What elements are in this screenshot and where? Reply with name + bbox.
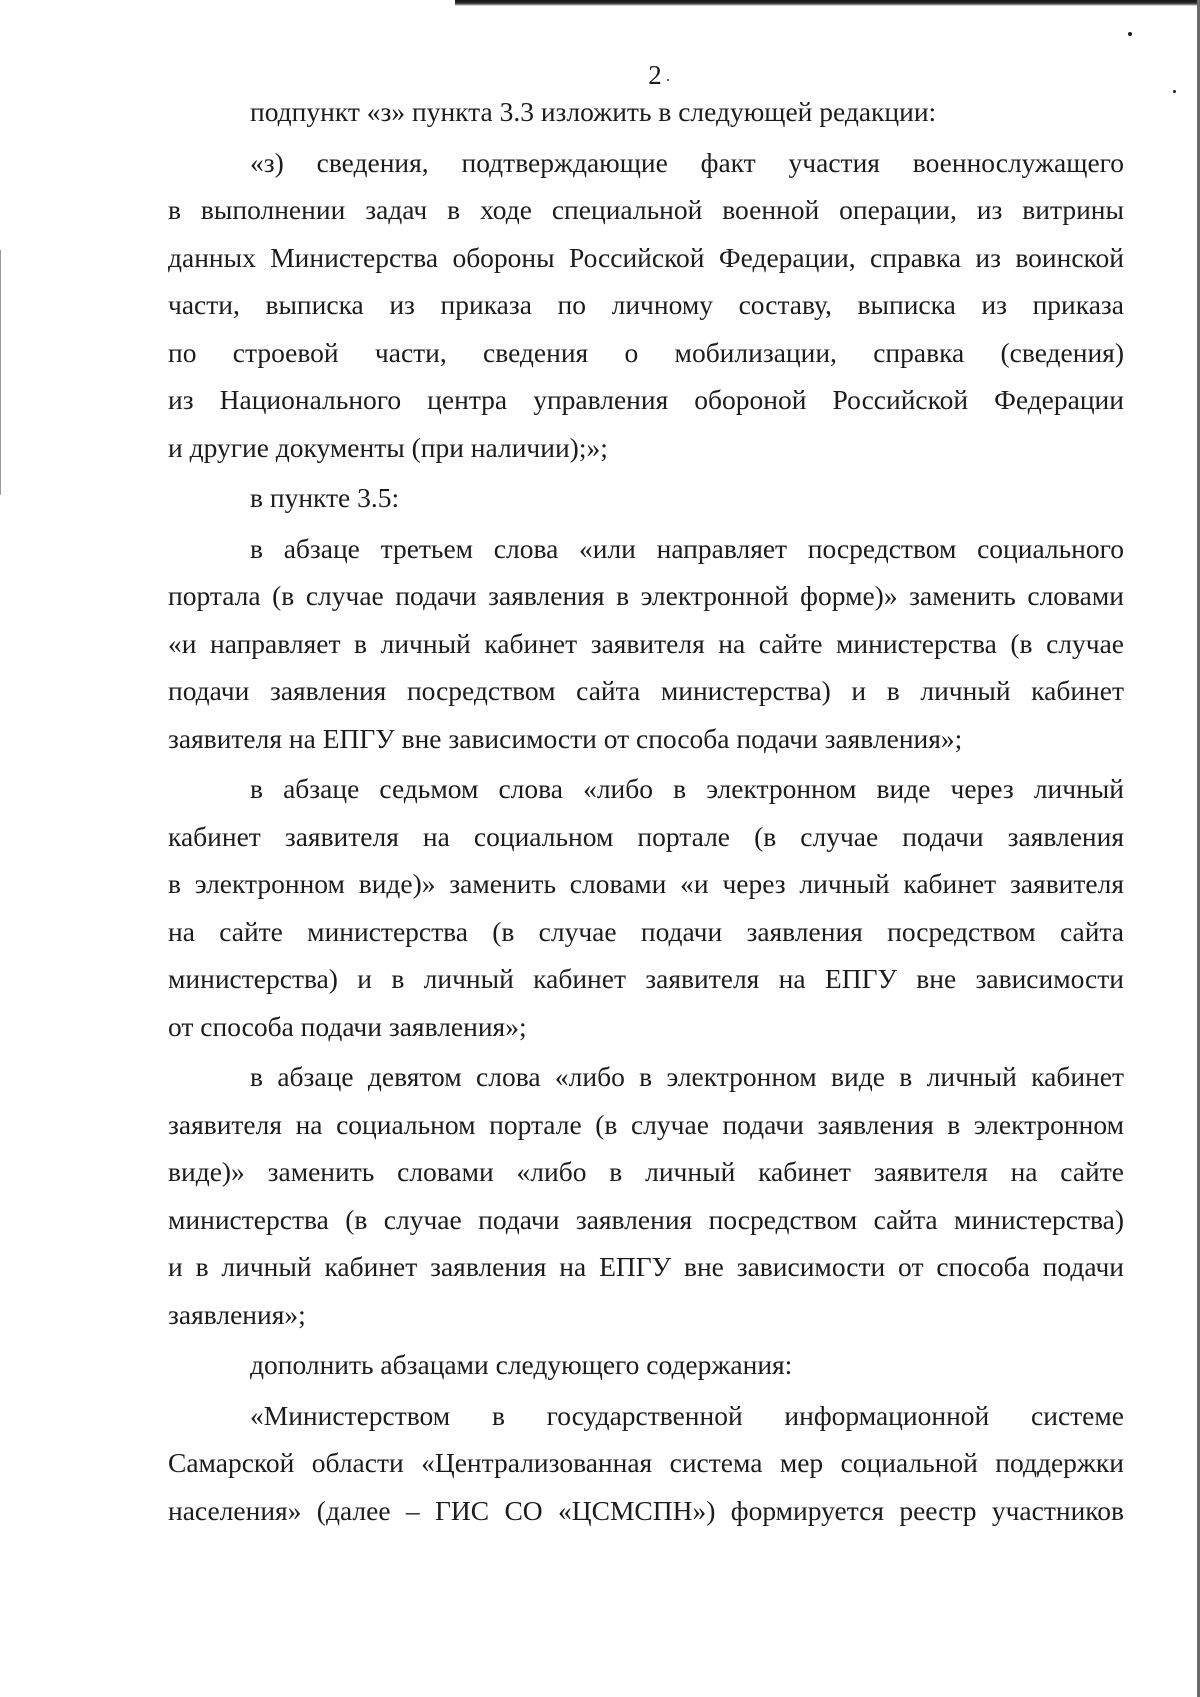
text-line: кабинет заявителя на социальном портале (в случае подачи заявления <box>168 820 1124 852</box>
text-line: виде)» заменить словами «либо в личный кабинет заявителя на сайте <box>168 1156 1124 1187</box>
text-line: в пункте 3.5: <box>250 482 400 513</box>
text-line: из Национального центра управления обороной Российской Федерации <box>168 384 1124 415</box>
text-line: части, выписка из приказа по личному составу, выписка из приказа <box>168 289 1124 320</box>
text-line: и в личный кабинет заявления на ЕПГУ вне зависимости от способа подачи <box>168 1251 1124 1282</box>
text-line: в выполнении задач в ходе специальной военной операции, из витрины <box>168 194 1124 225</box>
text-line: министерства (в случае подачи заявления посредством сайта министерства) <box>168 1203 1124 1235</box>
text-line: заявителя на ЕПГУ вне зависимости от способа подачи заявления»; <box>168 722 963 754</box>
text-line: дополнить абзацами следующего содержания: <box>250 1349 793 1380</box>
text-line: в электронном виде)» заменить словами «и через личный кабинет заявителя <box>168 868 1124 899</box>
text-line: по строевой части, сведения о мобилизации, справка (сведения) <box>168 336 1124 368</box>
text-line: «Министерством в государственной информационной системе <box>250 1399 1124 1431</box>
document-body <box>168 88 1124 1534</box>
text-line: в абзаце седьмом слова «либо в электронном виде через личный <box>250 773 1124 804</box>
text-line: заявления»; <box>168 1298 306 1330</box>
text-line: на сайте министерства (в случае подачи заявления посредством сайта <box>168 915 1124 947</box>
text-line: подачи заявления посредством сайта министерства) и в личный кабинет <box>168 675 1124 706</box>
text-line: Самарской области «Централизованная система мер социальной поддержки <box>168 1447 1124 1478</box>
text-line: данных Министерства обороны Российской Федерации, справка из воинской <box>168 241 1124 273</box>
scan-edge-left <box>0 250 1 495</box>
text-line: министерства) и в личный кабинет заявителя на ЕПГУ вне зависимости <box>168 963 1124 994</box>
text-line: от способа подачи заявления»; <box>168 1010 527 1042</box>
text-line: портала (в случае подачи заявления в электронной форме)» заменить словами <box>168 580 1124 611</box>
scan-speck <box>1128 32 1132 36</box>
text-line: «з) сведения, подтверждающие факт участия военнослужащего <box>250 146 1124 178</box>
text-line: «и направляет в личный кабинет заявителя на сайте министерства (в случае <box>168 627 1124 659</box>
text-line: в абзаце третьем слова «или направляет посредством социального <box>250 532 1124 564</box>
text-line: населения» (далее – ГИС СО «ЦСМСПН») формируется реестр участников <box>168 1494 1124 1526</box>
page-number: 2 <box>648 60 662 90</box>
scan-edge-top <box>455 0 1200 6</box>
text-line: подпункт «з» пункта 3.3 изложить в следующей редакции: <box>250 96 937 127</box>
text-line: и другие документы (при наличии);»; <box>168 431 608 463</box>
text-line: в абзаце девятом слова «либо в электронном виде в личный кабинет <box>250 1061 1124 1092</box>
text-line: заявителя на социальном портале (в случае подачи заявления в электронном <box>168 1108 1124 1140</box>
